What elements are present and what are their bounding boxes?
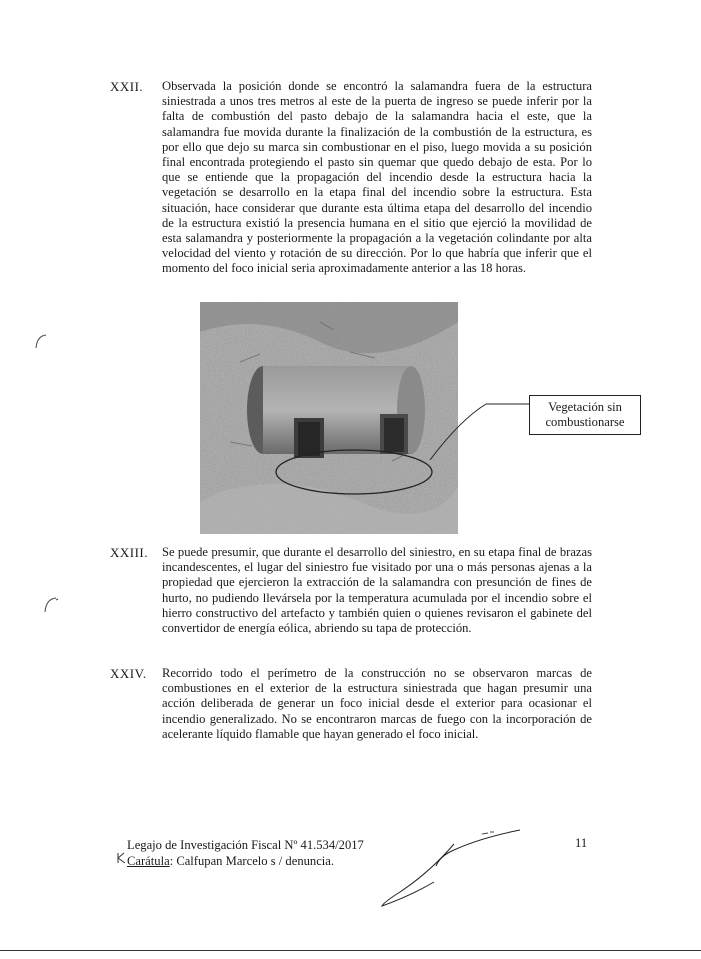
paragraph-number: XXIV. (110, 666, 147, 681)
figure-callout: Vegetación sin combustionarse (529, 395, 641, 435)
paragraph-number: XXII. (110, 79, 144, 94)
paragraph-text: Recorrido todo el perímetro de la construcción no se observaron marcas de combustiones en el exterior de la estructura siniestrada que hagan presumir una acción deliberada de generar un foco inicial desde el exterior para ocasionar el incendio generalizado. No se encontraron marcas de fuego con la incorporación de acelerante líquido flamable que hayan generado el foco inicial. (162, 666, 592, 741)
margin-initial-mark (115, 851, 127, 865)
handwritten-signature (370, 822, 530, 912)
caratula-text: : Calfupan Marcelo s / denuncia. (169, 854, 335, 868)
footer-caratula (127, 853, 334, 869)
salamandra-photo (200, 302, 458, 534)
page-number: 11 (575, 836, 588, 850)
margin-mark (40, 594, 62, 616)
paragraph-text: Observada la posición donde se encontró la salamandra fuera de la estructura siniestrada a unos tres metros al este de la puerta de ingreso se puede inferir por la falta de combustión del pasto debajo de la salamandra hacia el este, que la salamandra fue movida durante la finalización de la combustión de la estructura, es por ello que dejo su marca sin combustionar en el piso, luego movida a su posición final encontrada protegiendo el pasto sin quemar que quedo debajo de esta. Por lo que se entiende que la propagación del incendio desde la estructura hacia la vegetación se desarrollo en la etapa final del incendio sobre la estructura. Esta situación, hace considerar que durante esta última etapa del desarrollo del incendio de la estructura existió la presencia humana en el sitio que ejerció la movilidad de esta salamandra y posteriormente la propagación a la vegetación colindante por alta velocidad del viento y rotación de su dirección. Por lo que habría que inferir que el momento del foco inicial seria aproximadamente anterior a las 18 horas. (162, 79, 592, 276)
caratula-label: Carátula (127, 854, 170, 868)
bottom-rule (0, 950, 701, 951)
paragraph-text: Se puede presumir, que durante el desarrollo del siniestro, en su etapa final de brazas incandescentes, el lugar del siniestro fue visitado por una o más personas ajenas a la propiedad que ejercieron la extracción de la salamandra con presunción de fines de hurto, no pudiendo llevársela por la temperatura acumulada por el incendio sobre el hierro constructivo del artefacto y también quien o quienes revisaron el gabinete del convertidor de energía eólica, abriendo su tapa de protección. (162, 545, 592, 636)
margin-mark (32, 332, 52, 352)
footer-legajo: Legajo de Investigación Fiscal Nº 41.534/2017 (127, 838, 364, 852)
paragraph-number: XXIII. (110, 545, 149, 560)
